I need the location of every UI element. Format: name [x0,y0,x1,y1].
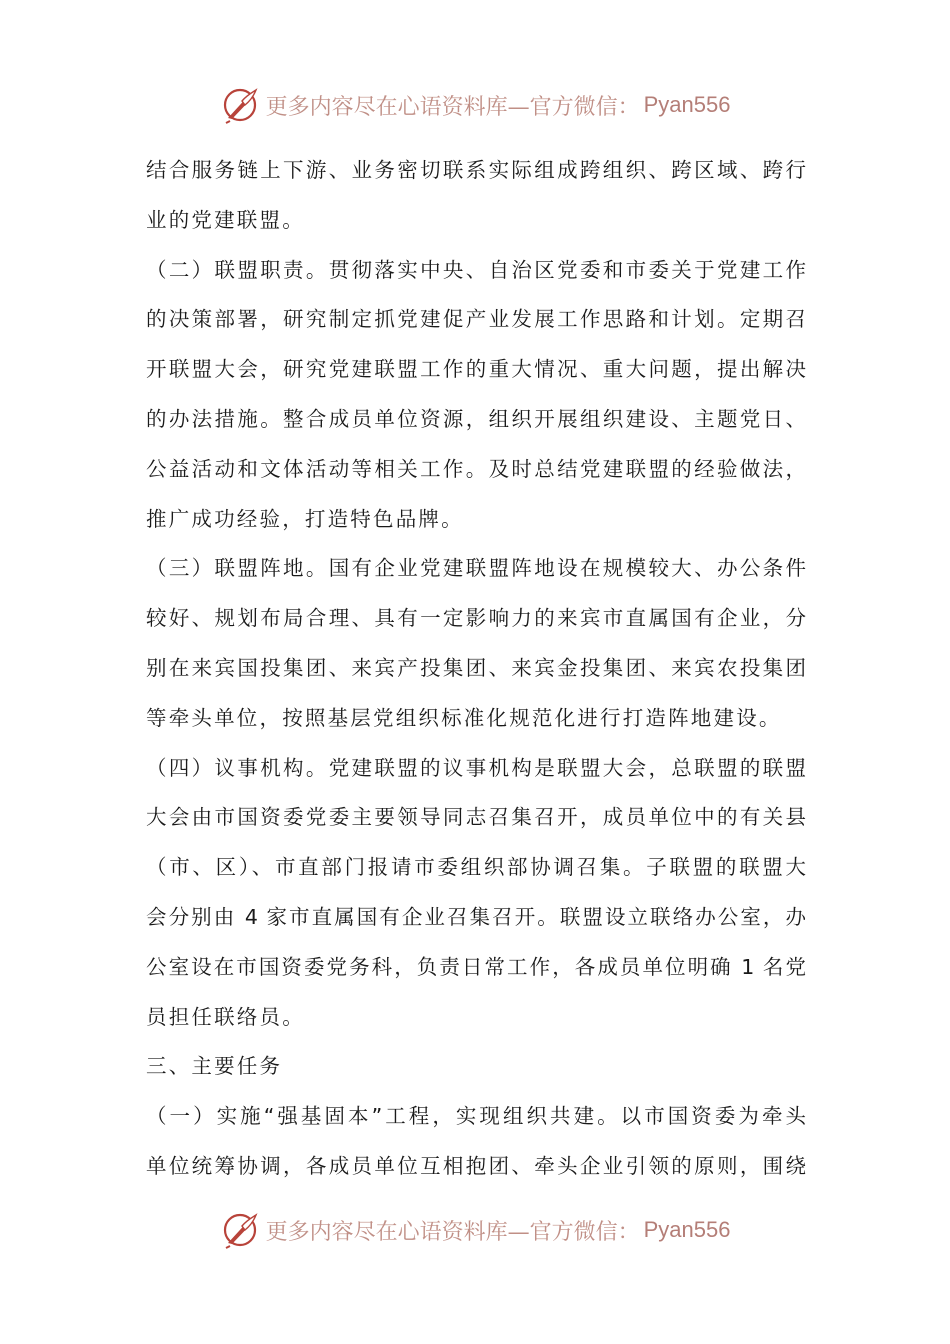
text-line: （二）联盟职责。贯彻落实中央、自治区党委和市委关于党建工作 [146,257,806,282]
text-line: 大会由市国资委党委主要领导同志召集召开，成员单位中的有关县 [146,805,806,830]
text-line: 推广成功经验，打造特色品牌。 [146,506,464,531]
text-line: 员担任联络员。 [146,1004,305,1029]
section-heading: 三、主要任务 [146,1054,283,1079]
text-line: 会分别由 4 家市直属国有企业召集召开。联盟设立联络办公室，办 [146,904,806,929]
quill-logo-icon [220,1210,260,1250]
document-body [146,146,806,1192]
watermark-banner-top [0,80,950,130]
text-line: 的决策部署，研究制定抓党建促产业发展工作思路和计划。定期召 [146,307,806,332]
text-line: （四）议事机构。党建联盟的议事机构是联盟大会，总联盟的联盟 [146,755,806,780]
watermark-text: 更多内容尽在心语资料库—官方微信： [265,94,640,120]
quill-logo-icon [220,85,260,125]
text-line: 别在来宾国投集团、来宾产投集团、来宾金投集团、来宾农投集团 [146,655,806,680]
text-line: 公室设在市国资委党务科，负责日常工作，各成员单位明确 1 名党 [146,954,806,979]
text-line: 公益活动和文体活动等相关工作。及时总结党建联盟的经验做法， [146,456,806,481]
watermark-banner-bottom [0,1205,950,1255]
text-line: 开联盟大会，研究党建联盟工作的重大情况、重大问题，提出解决 [146,357,806,382]
text-line: （一）实施“强基固本”工程，实现组织共建。以市国资委为牵头 [146,1104,806,1129]
watermark-text: 更多内容尽在心语资料库—官方微信： [265,1219,640,1245]
text-line: （三）联盟阵地。国有企业党建联盟阵地设在规模较大、办公条件 [146,556,806,581]
text-line: 结合服务链上下游、业务密切联系实际组成跨组织、跨区域、跨行 [146,158,806,182]
text-line: 业的党建联盟。 [146,207,305,232]
watermark-wechat-id: Pyan556 [643,1217,731,1242]
watermark-wechat-id: Pyan556 [643,92,731,117]
text-line: 较好、规划布局合理、具有一定影响力的来宾市直属国有企业，分 [146,606,806,631]
text-line: 单位统筹协调，各成员单位互相抱团、牵头企业引领的原则，围绕 [146,1153,806,1178]
text-line: 的办法措施。整合成员单位资源，组织开展组织建设、主题党日、 [146,406,806,431]
text-line: （市、区）、市直部门报请市委组织部协调召集。子联盟的联盟大 [146,855,806,880]
text-line: 等牵头单位，按照基层党组织标准化规范化进行打造阵地建设。 [146,705,782,730]
